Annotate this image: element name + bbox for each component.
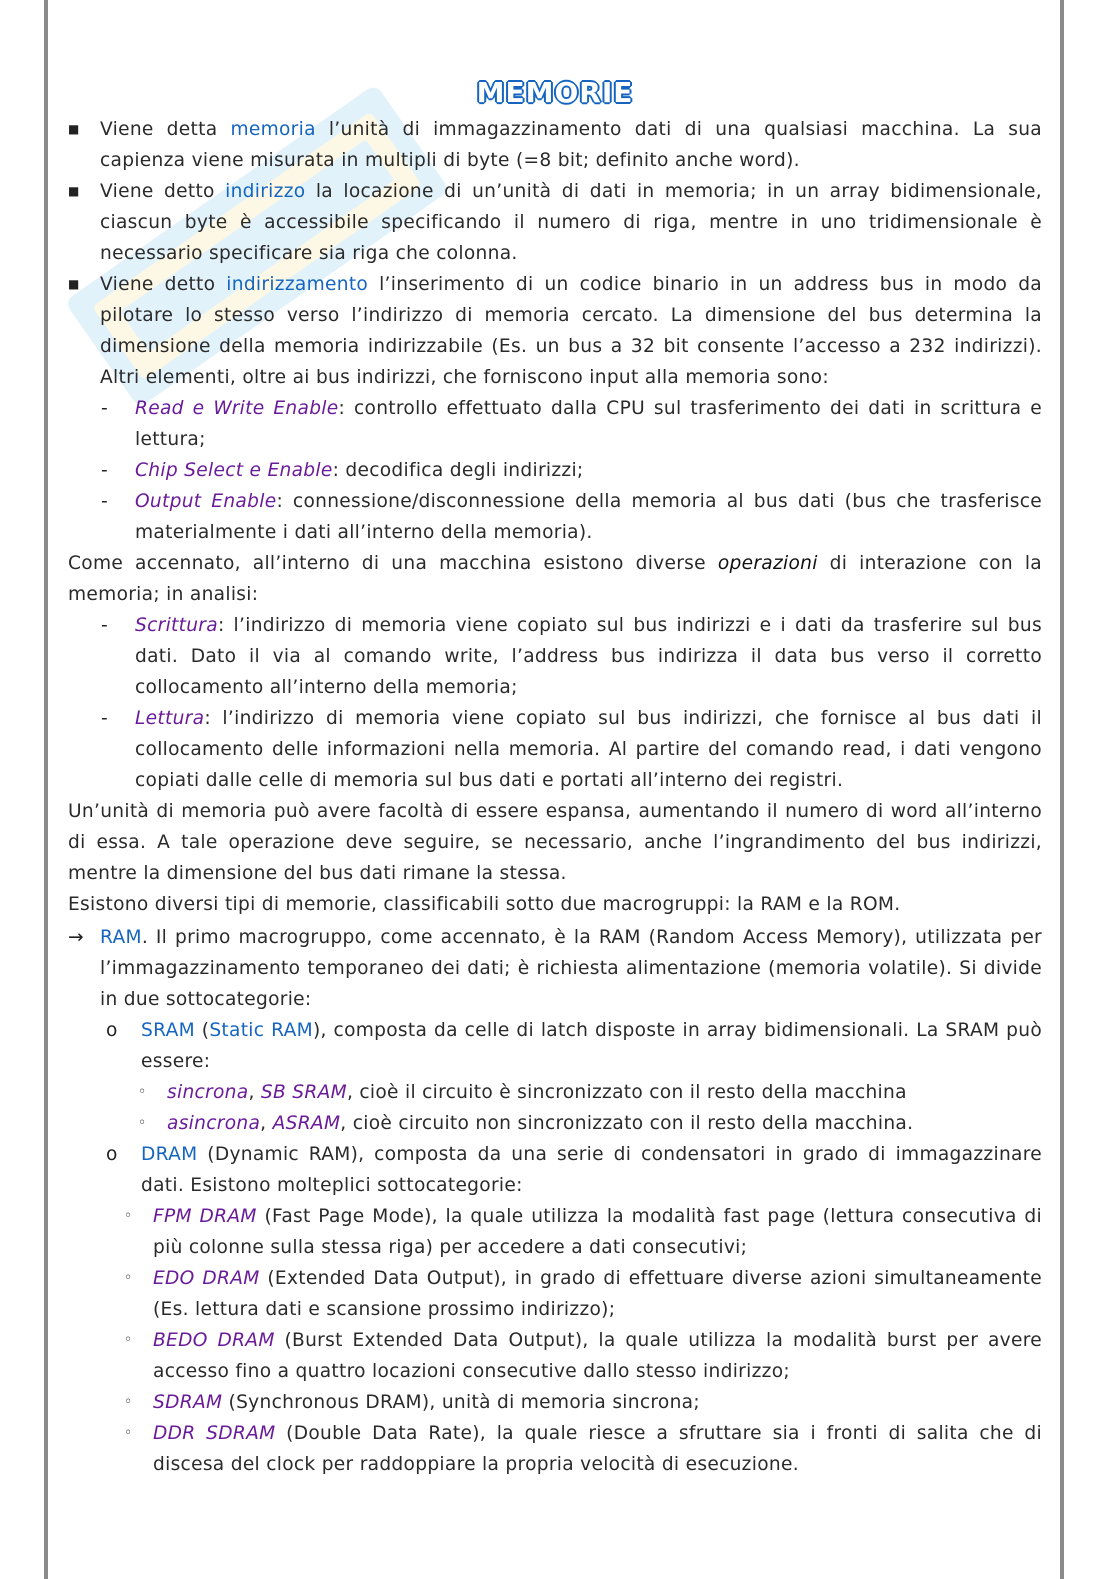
keyword: Chip Select e Enable (135, 460, 333, 481)
small-circle-bullet-icon: ◦ (124, 1394, 133, 1410)
text: ), composta da celle di latch disposte in array bidimensionali. La SRAM può essere: (141, 1020, 1042, 1072)
text: la locazione di un’unità di dati in memoria; in un array bidimensionale, ciascun byte è accessibile specificando il numero di riga, mentre in uno tridimensionale è necessario specificare sia riga che colonna. (100, 181, 1042, 264)
paragraph-types: Esistono diversi tipi di memorie, classificabili sotto due macrogruppi: la RAM e la ROM. (68, 894, 901, 915)
dash-marker: - (101, 615, 109, 636)
text: : l’indirizzo di memoria viene copiato sul bus indirizzi e i dati da trasferire sul bus dati. Dato il via al comando write, l’address bus indirizza il data bus verso il corretto collocamento all’interno della memoria; (135, 615, 1042, 698)
text: (Extended Data Output), in grado di effettuare diverse azioni simultaneamente (Es. lettura dati e scansione prossimo indirizzo); (153, 1268, 1042, 1320)
dash-marker: - (101, 460, 109, 481)
text: : l’indirizzo di memoria viene copiato sul bus indirizzi, che fornisce al bus dati il collocamento delle informazioni nella memoria. Al partire del comando read, i dati vengono copiati dalle celle di memoria sul bus dati e portati all’interno dei registri. (135, 708, 1042, 791)
text: , (248, 1082, 261, 1103)
text: Viene detta (100, 119, 231, 140)
keyword: EDO DRAM (153, 1268, 260, 1289)
small-circle-bullet-icon: ◦ (124, 1425, 133, 1441)
keyword: SDRAM (153, 1392, 223, 1413)
keyword: ASRAM (272, 1113, 341, 1134)
keyword: sincrona (167, 1082, 249, 1103)
small-circle-bullet-icon: ◦ (124, 1270, 133, 1286)
dash-marker: - (101, 398, 109, 419)
keyword: Static RAM (209, 1020, 313, 1041)
bullet-memoria (68, 114, 1042, 176)
text: (Double Data Rate), la quale riesce a sfruttare sia i fronti di salita che di discesa del clock per raddoppiare la propria velocità di esecuzione. (153, 1423, 1043, 1475)
keyword: memoria (230, 119, 316, 140)
keyword: BEDO DRAM (153, 1330, 275, 1351)
keyword: operazioni (717, 553, 818, 574)
keyword: SRAM (141, 1020, 195, 1041)
page-title: MEMORIE (476, 76, 634, 109)
keyword: RAM (100, 927, 142, 948)
input-item (68, 486, 1042, 548)
text: . Il primo macrogruppo, come accennato, è la RAM (Random Access Memory), utilizzata per l’immagazzinamento temporaneo dei dati; è richiesta alimentazione (memoria volatile). Si divide in due sottocategorie: (100, 927, 1042, 1010)
document-page (68, 76, 1042, 1480)
text: : controllo effettuato dalla CPU sul trasferimento dei dati in scrittura e lettura; (135, 398, 1042, 450)
dram-type (68, 1418, 1042, 1480)
input-item (68, 393, 1042, 455)
text: di interazione con la memoria; in analisi: (68, 553, 1042, 605)
keyword: Read e Write Enable (135, 398, 339, 419)
text: l’inserimento di un codice binario in un address bus in modo da pilotare lo stesso verso l’indirizzo di memoria cercato. La dimensione del bus determina la dimensione della memoria indirizzabile (Es. un bus a 32 bit consente l’accesso a 232 indirizzi). Altri elementi, oltre ai bus indirizzi, che forniscono input alla memoria sono: (100, 274, 1042, 388)
dram-type (68, 1263, 1042, 1325)
operations-intro (68, 548, 1042, 610)
text: (Synchronous DRAM), unità di memoria sincrona; (222, 1392, 700, 1413)
text: : decodifica degli indirizzi; (332, 460, 584, 481)
small-circle-bullet-icon: ◦ (138, 1084, 147, 1100)
text: (Dynamic RAM), composta da una serie di condensatori in grado di immagazzinare dati. Esistono molteplici sottocategorie: (141, 1144, 1042, 1196)
dash-marker: - (101, 491, 109, 512)
ram-item (68, 922, 1042, 1015)
text: l’unità di immagazzinamento dati di una qualsiasi macchina. La sua capienza viene misurata in multipli di byte (=8 bit; definito anche word). (100, 119, 1043, 171)
keyword: DRAM (141, 1144, 198, 1165)
keyword: indirizzamento (226, 274, 369, 295)
text: , cioè il circuito è sincronizzato con il resto della macchina (346, 1082, 907, 1103)
keyword: indirizzo (225, 181, 306, 202)
text: (Burst Extended Data Output), la quale utilizza la modalità burst per avere accesso fino a quattro locazioni consecutive dallo stesso indirizzo; (153, 1330, 1042, 1382)
small-circle-bullet-icon: ◦ (124, 1332, 133, 1348)
bullet-indirizzo (68, 176, 1042, 269)
square-bullet-icon: ■ (68, 277, 80, 291)
keyword: Output Enable (135, 491, 277, 512)
text: , (260, 1113, 273, 1134)
square-bullet-icon: ■ (68, 184, 80, 198)
text: Viene detto (100, 274, 227, 295)
text: Come accennato, all’interno di una macchina esistono diverse (68, 553, 718, 574)
dash-marker: - (101, 708, 109, 729)
keyword: FPM DRAM (153, 1206, 257, 1227)
dram-type (68, 1325, 1042, 1387)
operation-item (68, 610, 1042, 703)
page-border-left (44, 0, 48, 1579)
bullet-indirizzamento (68, 269, 1042, 393)
keyword: Scrittura (135, 615, 218, 636)
arrow-icon: → (68, 927, 84, 948)
dram-item (68, 1139, 1042, 1201)
dram-type (68, 1387, 1042, 1418)
paragraph-expansion: Un’unità di memoria può avere facoltà di essere espansa, aumentando il numero di word all’interno di essa. A tale operazione deve seguire, se necessario, anche l’ingrandimento del bus indirizzi, mentre la dimensione del bus dati rimane la stessa. (68, 801, 1042, 884)
text: , cioè circuito non sincronizzato con il resto della macchina. (340, 1113, 914, 1134)
circle-bullet-icon: o (106, 1020, 118, 1041)
keyword: asincrona (167, 1113, 261, 1134)
text: Viene detto (100, 181, 226, 202)
input-item (68, 455, 1042, 486)
keyword: Lettura (135, 708, 205, 729)
page-border-right (1060, 0, 1064, 1579)
square-bullet-icon: ■ (68, 122, 80, 136)
sram-type (68, 1108, 1042, 1139)
keyword: DDR SDRAM (153, 1423, 276, 1444)
keyword: SB SRAM (260, 1082, 347, 1103)
operation-item (68, 703, 1042, 796)
circle-bullet-icon: o (106, 1144, 118, 1165)
small-circle-bullet-icon: ◦ (124, 1208, 133, 1224)
small-circle-bullet-icon: ◦ (138, 1115, 147, 1131)
dram-type (68, 1201, 1042, 1263)
sram-type (68, 1077, 1042, 1108)
text: : connessione/disconnessione della memoria al bus dati (bus che trasferisce materialmente i dati all’interno della memoria). (135, 491, 1043, 543)
sram-item (68, 1015, 1042, 1077)
text: ( (194, 1020, 210, 1041)
text: (Fast Page Mode), la quale utilizza la modalità fast page (lettura consecutiva di più colonne sulla stessa riga) per accedere a dati consecutivi; (153, 1206, 1042, 1258)
